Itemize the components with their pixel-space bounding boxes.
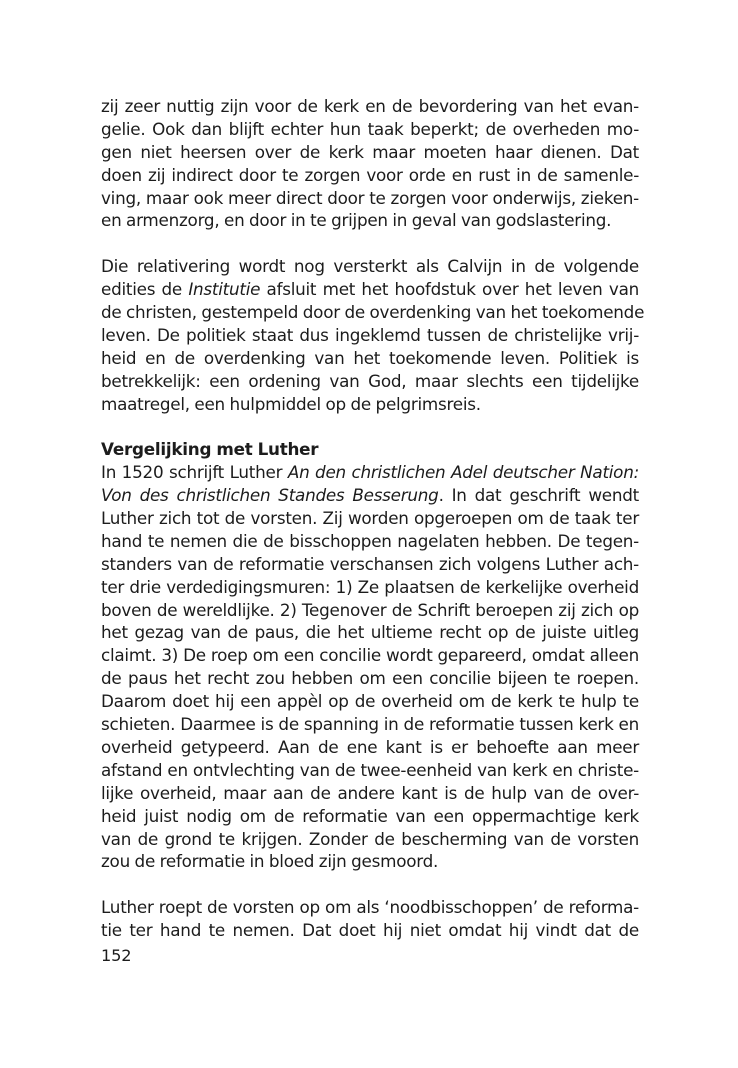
- italic-title: Institutie: [188, 279, 261, 300]
- text-line: boven de wereldlijke. 2) Tegenover de Schrift beroepen zij zich op: [101, 599, 639, 620]
- text-line: Luther zich tot de vorsten. Zij worden opgeroepen om de taak ter: [101, 508, 639, 529]
- text-run: edities de: [101, 279, 189, 300]
- text-line: ter drie verdedigingsmuren: 1) Ze plaatsen de kerkelijke overheid: [101, 576, 639, 597]
- italic-title: Von des christlichen Standes Besserung: [101, 485, 439, 506]
- page-number: 152: [101, 946, 132, 965]
- text-run: afsluit met het hoofdstuk over het leven van: [260, 279, 639, 300]
- text-line: leven. De politiek staat dus ingeklemd tussen de christelijke vrij-: [101, 324, 639, 345]
- text-line: zij zeer nuttig zijn voor de kerk en de bevordering van het evan-: [101, 96, 639, 116]
- text-line: de paus het recht zou hebben om een concilie bijeen te roepen.: [101, 668, 639, 689]
- text-line: hand te nemen die de bisschoppen nagelaten hebben. De tegen-: [101, 530, 639, 551]
- section-heading: Vergelijking met Luther: [101, 439, 319, 460]
- text-line: van de grond te krijgen. Zonder de bescherming van de vorsten: [101, 828, 639, 849]
- text-line: het gezag van de paus, die het ultieme recht op de juiste uitleg: [101, 622, 639, 643]
- text-line: ving, maar ook meer direct door te zorgen voor onderwijs, zieken-: [101, 187, 639, 208]
- text-line: de christen, gestempeld door de overdenking van het toekomende: [101, 302, 645, 323]
- text-line: gelie. Ook dan blijft echter hun taak beperkt; de overheden mo-: [101, 118, 639, 139]
- text-line: standers van de reformatie verschansen zich volgens Luther ach-: [101, 553, 639, 574]
- text-line: gen niet heersen over de kerk maar moeten haar dienen. Dat: [101, 141, 639, 162]
- text-line: doen zij indirect door te zorgen voor orde en rust in de samenle-: [101, 164, 639, 185]
- text-line: en armenzorg, en door in te grijpen in geval van godslastering.: [101, 210, 612, 231]
- text-run: . In dat geschrift wendt: [438, 485, 639, 506]
- text-line: zou de reformatie in bloed zijn gesmoord.: [101, 851, 439, 872]
- text-line: maatregel, een hulpmiddel op de pelgrimsreis.: [101, 393, 481, 414]
- text-line: heid en de overdenking van het toekomende leven. Politiek is: [101, 347, 639, 368]
- text-line: claimt. 3) De roep om een concilie wordt gepareerd, omdat alleen: [101, 645, 639, 666]
- text-line: heid juist nodig om de reformatie van een oppermachtige kerk: [101, 805, 639, 826]
- text-line: tie ter hand te nemen. Dat doet hij niet omdat hij vindt dat de: [101, 920, 639, 941]
- text-line: [101, 278, 639, 301]
- text-line: lijke overheid, maar aan de andere kant is de hulp van de over-: [101, 782, 639, 803]
- text-line: [101, 484, 639, 507]
- page-body: [101, 95, 645, 942]
- text-line: overheid getypeerd. Aan de ene kant is er behoefte aan meer: [101, 736, 639, 757]
- italic-title: An den christlichen Adel deutscher Nation:: [287, 462, 639, 483]
- text-line: Luther roept de vorsten op om als ‘noodbisschoppen’ de reforma-: [101, 897, 639, 918]
- text-run: In 1520 schrijft Luther: [101, 462, 288, 483]
- text-line: Daarom doet hij een appèl op de overheid om de kerk te hulp te: [101, 691, 639, 712]
- text-line: afstand en ontvlechting van de twee-eenheid van kerk en christe-: [101, 759, 639, 780]
- text-line: Die relativering wordt nog versterkt als Calvijn in de volgende: [101, 256, 639, 277]
- text-line: schieten. Daarmee is de spanning in de reformatie tussen kerk en: [101, 714, 639, 735]
- text-line: betrekkelijk: een ordening van God, maar slechts een tijdelijke: [101, 370, 639, 391]
- text-line: [101, 461, 639, 484]
